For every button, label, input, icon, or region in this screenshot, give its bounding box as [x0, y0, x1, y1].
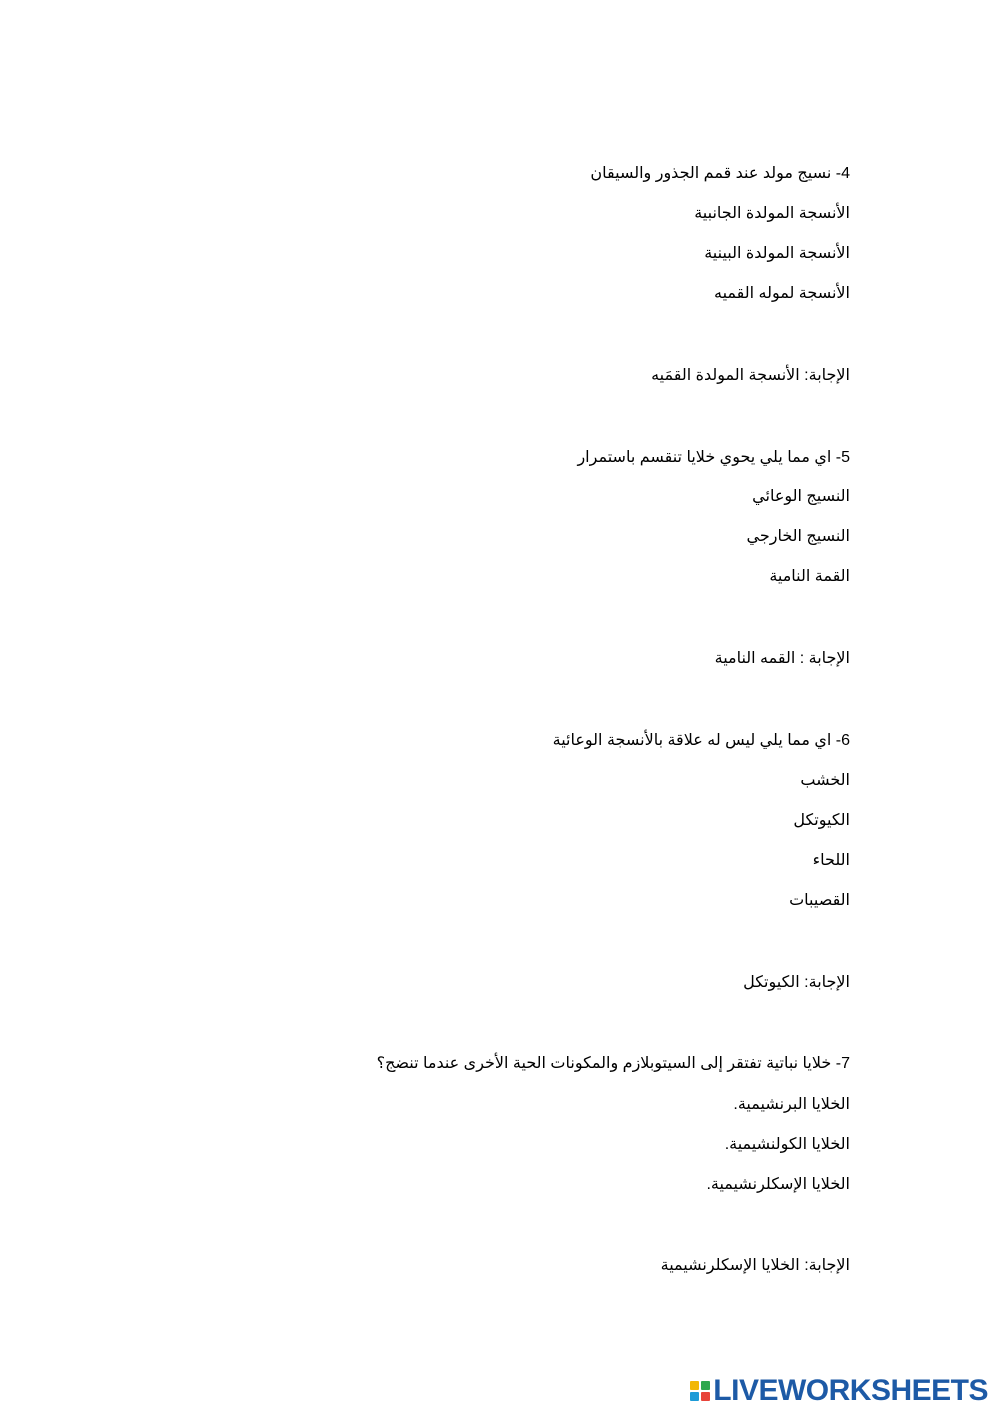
question-7-answer: الإجابة: الخلايا الإسكلرنشيمية: [660, 1257, 850, 1274]
logo-square-4: [701, 1392, 710, 1401]
question-7-option-3: الخلايا الإسكلرنشيمية.: [706, 1176, 850, 1193]
question-5-option-2: النسيج الخارجي: [746, 528, 850, 545]
question-5-option-3: القمة النامية: [769, 568, 850, 585]
question-5-answer: الإجابة : القمه النامية: [714, 650, 850, 667]
question-7-option-1: الخلايا البرنشيمية.: [733, 1096, 850, 1113]
question-6-option-1: الخشب: [800, 772, 850, 789]
question-4-prompt: 4- نسيج مولد عند قمم الجذور والسيقان: [590, 165, 850, 182]
question-7-option-2: الخلايا الكولنشيمية.: [724, 1136, 850, 1153]
question-4-option-3: الأنسجة لموله القميه: [713, 285, 850, 302]
question-6-prompt: 6- اي مما يلي ليس له علاقة بالأنسجة الوعائية: [552, 732, 850, 749]
question-7-prompt: 7- خلايا نباتية تفتقر إلى السيتوبلازم والمكونات الحية الأخرى عندما تنضج؟: [376, 1055, 850, 1072]
question-6-answer: الإجابة: الكيوتكل: [743, 974, 850, 991]
logo-square-1: [690, 1381, 699, 1390]
liveworksheets-logo: [690, 1374, 988, 1408]
question-4-answer: الإجابة: الأنسجة المولدة القمَيه: [651, 367, 850, 384]
question-5-prompt: 5- اي مما يلي يحوي خلايا تنقسم باستمرار: [577, 449, 850, 466]
logo-square-3: [690, 1392, 699, 1401]
question-6-option-3: اللحاء: [812, 852, 850, 869]
question-4-option-1: الأنسجة المولدة الجانبية: [694, 205, 850, 222]
question-5-option-1: النسيج الوعائي: [752, 488, 850, 505]
logo-mark-icon: [690, 1381, 710, 1401]
question-4-option-2: الأنسجة المولدة البينية: [704, 245, 850, 262]
question-6-option-4: القصيبات: [789, 892, 850, 909]
logo-square-2: [701, 1381, 710, 1390]
question-6-option-2: الكيوتكل: [793, 812, 850, 829]
logo-text: LIVEWORKSHEETS: [713, 1374, 988, 1407]
